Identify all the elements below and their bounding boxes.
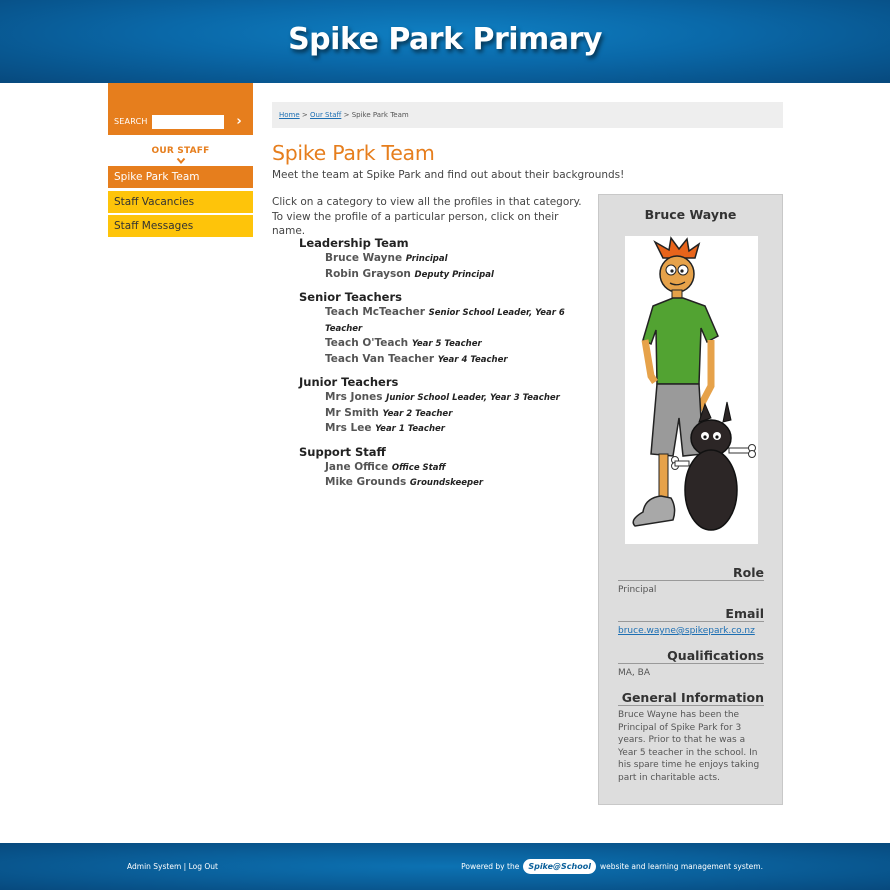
breadcrumb bbox=[272, 102, 783, 128]
breadcrumb-separator: > bbox=[299, 111, 310, 119]
sidebar bbox=[108, 83, 253, 240]
staff-link[interactable] bbox=[325, 475, 569, 491]
staff-role: Year 1 Teacher bbox=[375, 424, 445, 434]
staff-link[interactable] bbox=[325, 352, 569, 368]
email-heading: Email bbox=[618, 606, 764, 622]
cartoon-teacher-image bbox=[625, 236, 758, 544]
page-intro: Meet the team at Spike Park and find out about their backgrounds! bbox=[272, 169, 625, 181]
sidebar-item-spike-park-team[interactable]: Spike Park Team bbox=[108, 166, 253, 188]
staff-name[interactable]: Mrs Lee bbox=[325, 422, 372, 434]
staff-name[interactable]: Jane Office bbox=[325, 460, 389, 473]
staff-name[interactable]: Robin Grayson bbox=[325, 267, 411, 280]
profile-field-role bbox=[618, 565, 764, 597]
staff-role: Year 4 Teacher bbox=[437, 354, 508, 365]
sidebar-item-staff-vacancies[interactable]: Staff Vacancies bbox=[108, 191, 253, 213]
search-label: SEARCH bbox=[114, 117, 148, 126]
log-out-link[interactable]: Log Out bbox=[188, 862, 218, 871]
powered-by-prefix: Powered by the bbox=[461, 862, 520, 871]
staff-role: Deputy Principal bbox=[414, 269, 494, 280]
staff-role: Year 5 Teacher bbox=[411, 339, 482, 349]
staff-name[interactable]: Mike Grounds bbox=[325, 476, 407, 488]
site-title: Spike Park Primary bbox=[288, 22, 602, 57]
role-value: Principal bbox=[618, 585, 657, 595]
profile-name: Bruce Wayne bbox=[644, 207, 737, 222]
category-group bbox=[299, 445, 569, 491]
category-group bbox=[299, 236, 569, 282]
category-junior-teachers[interactable]: Junior Teachers bbox=[299, 375, 399, 389]
category-leadership-team[interactable]: Leadership Team bbox=[299, 236, 409, 250]
role-heading: Role bbox=[618, 565, 764, 581]
powered-by bbox=[461, 859, 763, 874]
search-submit-button[interactable]: › bbox=[236, 114, 242, 129]
site-header bbox=[0, 0, 890, 83]
staff-link[interactable] bbox=[325, 421, 569, 437]
staff-role: Groundskeeper bbox=[409, 478, 484, 488]
qualifications-heading: Qualifications bbox=[618, 648, 764, 664]
staff-name[interactable]: Teach Van Teacher bbox=[325, 352, 435, 365]
category-support-staff[interactable]: Support Staff bbox=[299, 444, 386, 459]
staff-name[interactable]: Bruce Wayne bbox=[325, 252, 403, 264]
profile-field-email bbox=[618, 606, 764, 638]
sidebar-section-title: OUR STAFF bbox=[151, 146, 210, 156]
general-info-value: Bruce Wayne has been the Principal of Spike Park for 3 years. Prior to that he was a Year 5 teacher in the school. In his spare time he enjoys taking part in charitable acts. bbox=[618, 710, 760, 783]
profile-panel bbox=[598, 194, 783, 805]
staff-name[interactable]: Mrs Jones bbox=[325, 391, 383, 403]
staff-role: Principal bbox=[405, 254, 448, 264]
breadcrumb-separator: > bbox=[341, 111, 352, 119]
category-senior-teachers[interactable]: Senior Teachers bbox=[299, 290, 402, 304]
breadcrumb-home-link[interactable]: Home bbox=[279, 111, 300, 119]
staff-link[interactable] bbox=[325, 336, 569, 352]
site-footer bbox=[0, 843, 890, 890]
staff-link[interactable] bbox=[325, 305, 569, 336]
staff-name[interactable]: Teach McTeacher bbox=[325, 306, 425, 318]
category-group bbox=[299, 290, 569, 367]
admin-system-link[interactable]: Admin System bbox=[127, 862, 182, 871]
sidebar-nav bbox=[108, 166, 253, 237]
profile-field-general-info bbox=[618, 690, 764, 784]
profile-photo bbox=[625, 236, 758, 544]
staff-link[interactable] bbox=[325, 406, 569, 422]
chevron-down-icon bbox=[176, 157, 186, 165]
search-input[interactable] bbox=[152, 115, 224, 129]
staff-link[interactable] bbox=[325, 251, 569, 267]
staff-link[interactable] bbox=[325, 390, 569, 406]
powered-by-suffix: website and learning management system. bbox=[599, 862, 763, 871]
footer-separator: | bbox=[181, 862, 189, 871]
footer-links bbox=[127, 862, 218, 871]
staff-name[interactable]: Teach O'Teach bbox=[325, 337, 409, 349]
search-box bbox=[108, 83, 253, 135]
breadcrumb-our-staff-link[interactable]: Our Staff bbox=[310, 111, 342, 119]
staff-role: Office Staff bbox=[391, 462, 446, 473]
staff-categories bbox=[299, 236, 569, 499]
staff-role: Junior School Leader, Year 3 Teacher bbox=[386, 393, 560, 403]
general-info-heading: General Information bbox=[618, 690, 764, 706]
page-title: Spike Park Team bbox=[272, 141, 435, 165]
sidebar-item-staff-messages[interactable]: Staff Messages bbox=[108, 215, 253, 237]
email-link[interactable]: bruce.wayne@spikepark.co.nz bbox=[618, 626, 755, 636]
staff-role: Senior School Leader, Year 6 Teacher bbox=[325, 308, 565, 334]
breadcrumb-current: Spike Park Team bbox=[351, 111, 409, 119]
category-group bbox=[299, 375, 569, 437]
qualifications-value: MA, BA bbox=[618, 668, 650, 678]
staff-role: Year 2 Teacher bbox=[382, 408, 453, 419]
staff-name[interactable]: Mr Smith bbox=[325, 406, 379, 419]
staff-link[interactable] bbox=[325, 460, 569, 476]
spike-at-school-logo[interactable]: Spike@School bbox=[523, 859, 596, 874]
page-instructions: Click on a category to view all the profiles in that category. To view the profile of a particular person, click on their name. bbox=[272, 196, 582, 237]
profile-field-qualifications bbox=[618, 648, 764, 680]
staff-link[interactable] bbox=[325, 267, 569, 283]
